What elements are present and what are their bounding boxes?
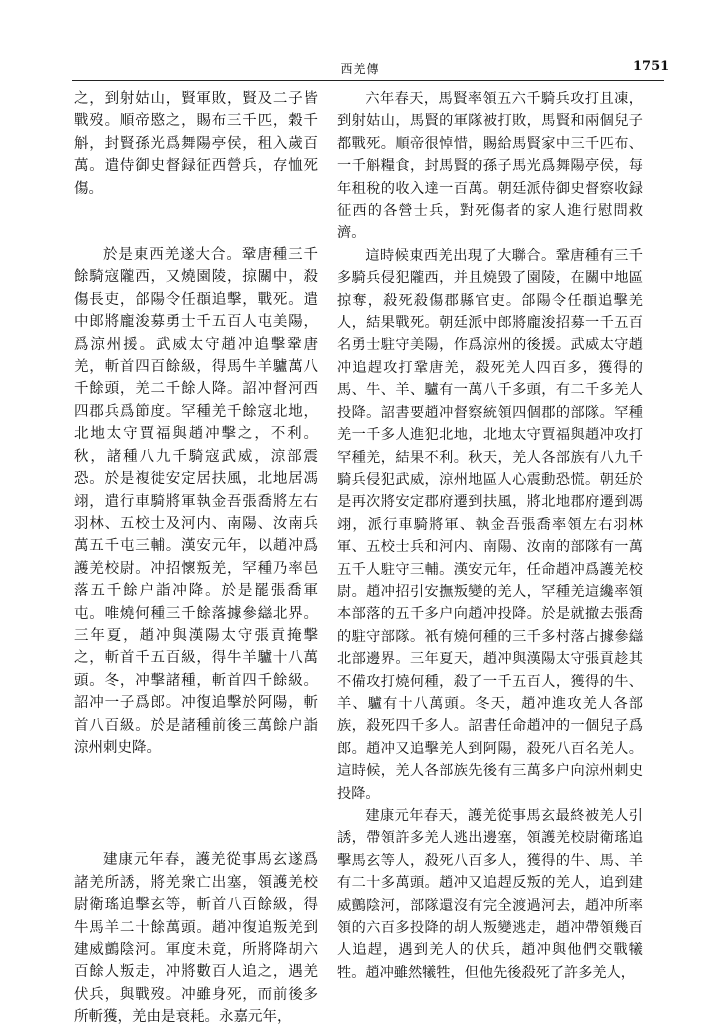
header-rule	[72, 80, 664, 81]
left-paragraph-3: 建康元年春，護羌從事馬玄遂爲諸羌所誘，將羌衆亡出塞，領護羌校尉衛瑤追擊玄等，斬首八百餘級，得牛馬羊二十餘萬頭。趙冲復追叛羌到建威鸇陰河。軍度未竟，所將降胡六百餘人叛走，冲將數百人追之，遇羌伏兵，與戰歿。冲雖身死，而前後多所斬獲，羌由是衰耗。永嘉元年，	[74, 852, 318, 1026]
left-paragraph-1: 之，到射姑山，賢軍敗，賢及二子皆戰歿。順帝愍之，賜布三千匹，穀千斛，封賢孫光爲舞陽亭侯，租入歲百萬。遣侍御史督録征西營兵，存恤死傷。	[74, 91, 318, 197]
right-column-translation	[337, 88, 643, 984]
right-paragraph-1: 六年春天，馬賢率領五六千騎兵攻打且凍，到射姑山，馬賢的軍隊被打敗，馬賢和兩個兒子都戰死。順帝很悼惜，賜給馬賢家中三千匹布、一千斛糧食，封馬賢的孫子馬光爲舞陽亭侯，每年租稅的收入達一百萬。朝廷派侍御史督察收録征西的各營士兵，對死傷者的家人進行慰問救濟。	[337, 91, 643, 242]
left-column-classical-text	[74, 88, 318, 1029]
right-paragraph-2: 這時候東西羌出現了大聯合。鞏唐種有三千多騎兵侵犯隴西，并且燒毀了園陵，在關中地區掠奪，殺死殺傷郡縣官吏。郃陽令任頵追擊羌人，結果戰死。朝廷派中郎將龐浚招募一千五百名勇士駐守美陽，作爲涼州的後援。武威太守趙冲追趕攻打鞏唐羌，殺死羌人四百多，獲得的馬、牛、羊、驢有一萬八千多頭，有二千多羌人投降。詔書要趙冲督察統領四個郡的部隊。罕種羌一千多人進犯北地，北地太守賈福與趙冲攻打罕種羌，結果不利。秋天，羌人各部族有八九千騎兵侵犯武威，涼州地區人心震動恐慌。朝廷於是再次將安定郡府遷到扶風，將北地郡府遷到馮翊，派行車騎將軍、執金吾張喬率領左右羽林軍、五校士兵和河内、南陽、汝南的部隊有一萬五千人駐守三輔。漢安元年，任命趙冲爲護羌校尉。趙冲招引安撫叛變的羌人，罕種羌這纔率領本部落的五千多户向趙冲投降。於是就撤去張喬的駐守部隊。衹有燒何種的三千多村落占據參䜌北部邊界。三年夏天，趙冲與漢陽太守張貢趁其不備攻打燒何種，殺了一千五百人，獲得的牛、羊、驢有十八萬頭。冬天，趙冲進攻羌人各部族，殺死四千多人。詔書任命趙冲的一個兒子爲郎。趙冲又追擊羌人到阿陽，殺死八百名羌人。這時候，羌人各部族先後有三萬多户向涼州刺史投降。	[337, 247, 643, 802]
page-number: 1751	[633, 59, 670, 74]
left-paragraph-2: 於是東西羌遂大合。鞏唐種三千餘騎寇隴西，又燒園陵，掠關中，殺傷長吏，郃陽令任頵追擊，戰死。遣中郎將龐浚募勇士千五百人屯美陽，爲涼州援。武威太守趙冲追擊鞏唐羌，斬首四百餘級，得馬牛羊驢萬八千餘頭，羌二千餘人降。詔冲督河西四郡兵爲節度。罕種羌千餘寇北地，北地太守賈福與趙冲擊之，不利。秋，諸種八九千騎寇武威，涼部震恐。於是複徙安定居扶風，北地居馮翊，遣行車騎將軍執金吾張喬將左右羽林、五校士及河内、南陽、汝南兵萬五千屯三輔。漢安元年，以趙冲爲護羌校尉。冲招懷叛羌，罕種乃率邑落五千餘户詣冲降。於是罷張喬軍屯。唯燒何種三千餘落據參䜌北界。三年夏，趙冲與漢陽太守張貢掩擊之，斬首千五百級，得牛羊驢十八萬頭。冬，冲擊諸種，斬首四千餘級。詔冲一子爲郎。冲復追擊於阿陽，斬首八百級。於是諸種前後三萬餘户詣涼州刺史降。	[74, 247, 318, 756]
paragraph-gap	[74, 759, 318, 849]
paragraph-gap	[74, 200, 318, 244]
running-title: 西羌傳	[340, 62, 380, 76]
right-paragraph-3: 建康元年春天，護羌從事馬玄最終被羌人引誘，帶領許多羌人逃出邊塞，領護羌校尉衛瑤追擊馬玄等人，殺死八百多人，獲得的牛、馬、羊有二十多萬頭。趙冲又追趕反叛的羌人，追到建威鸇陰河，部隊還沒有完全渡過河去，趙冲所率領的六百多投降的胡人叛變逃走，趙冲帶領幾百人追趕，遇到羌人的伏兵，趙冲與他們交戰犧牲。趙冲雖然犧牲，但他先後殺死了許多羌人，	[337, 808, 643, 981]
